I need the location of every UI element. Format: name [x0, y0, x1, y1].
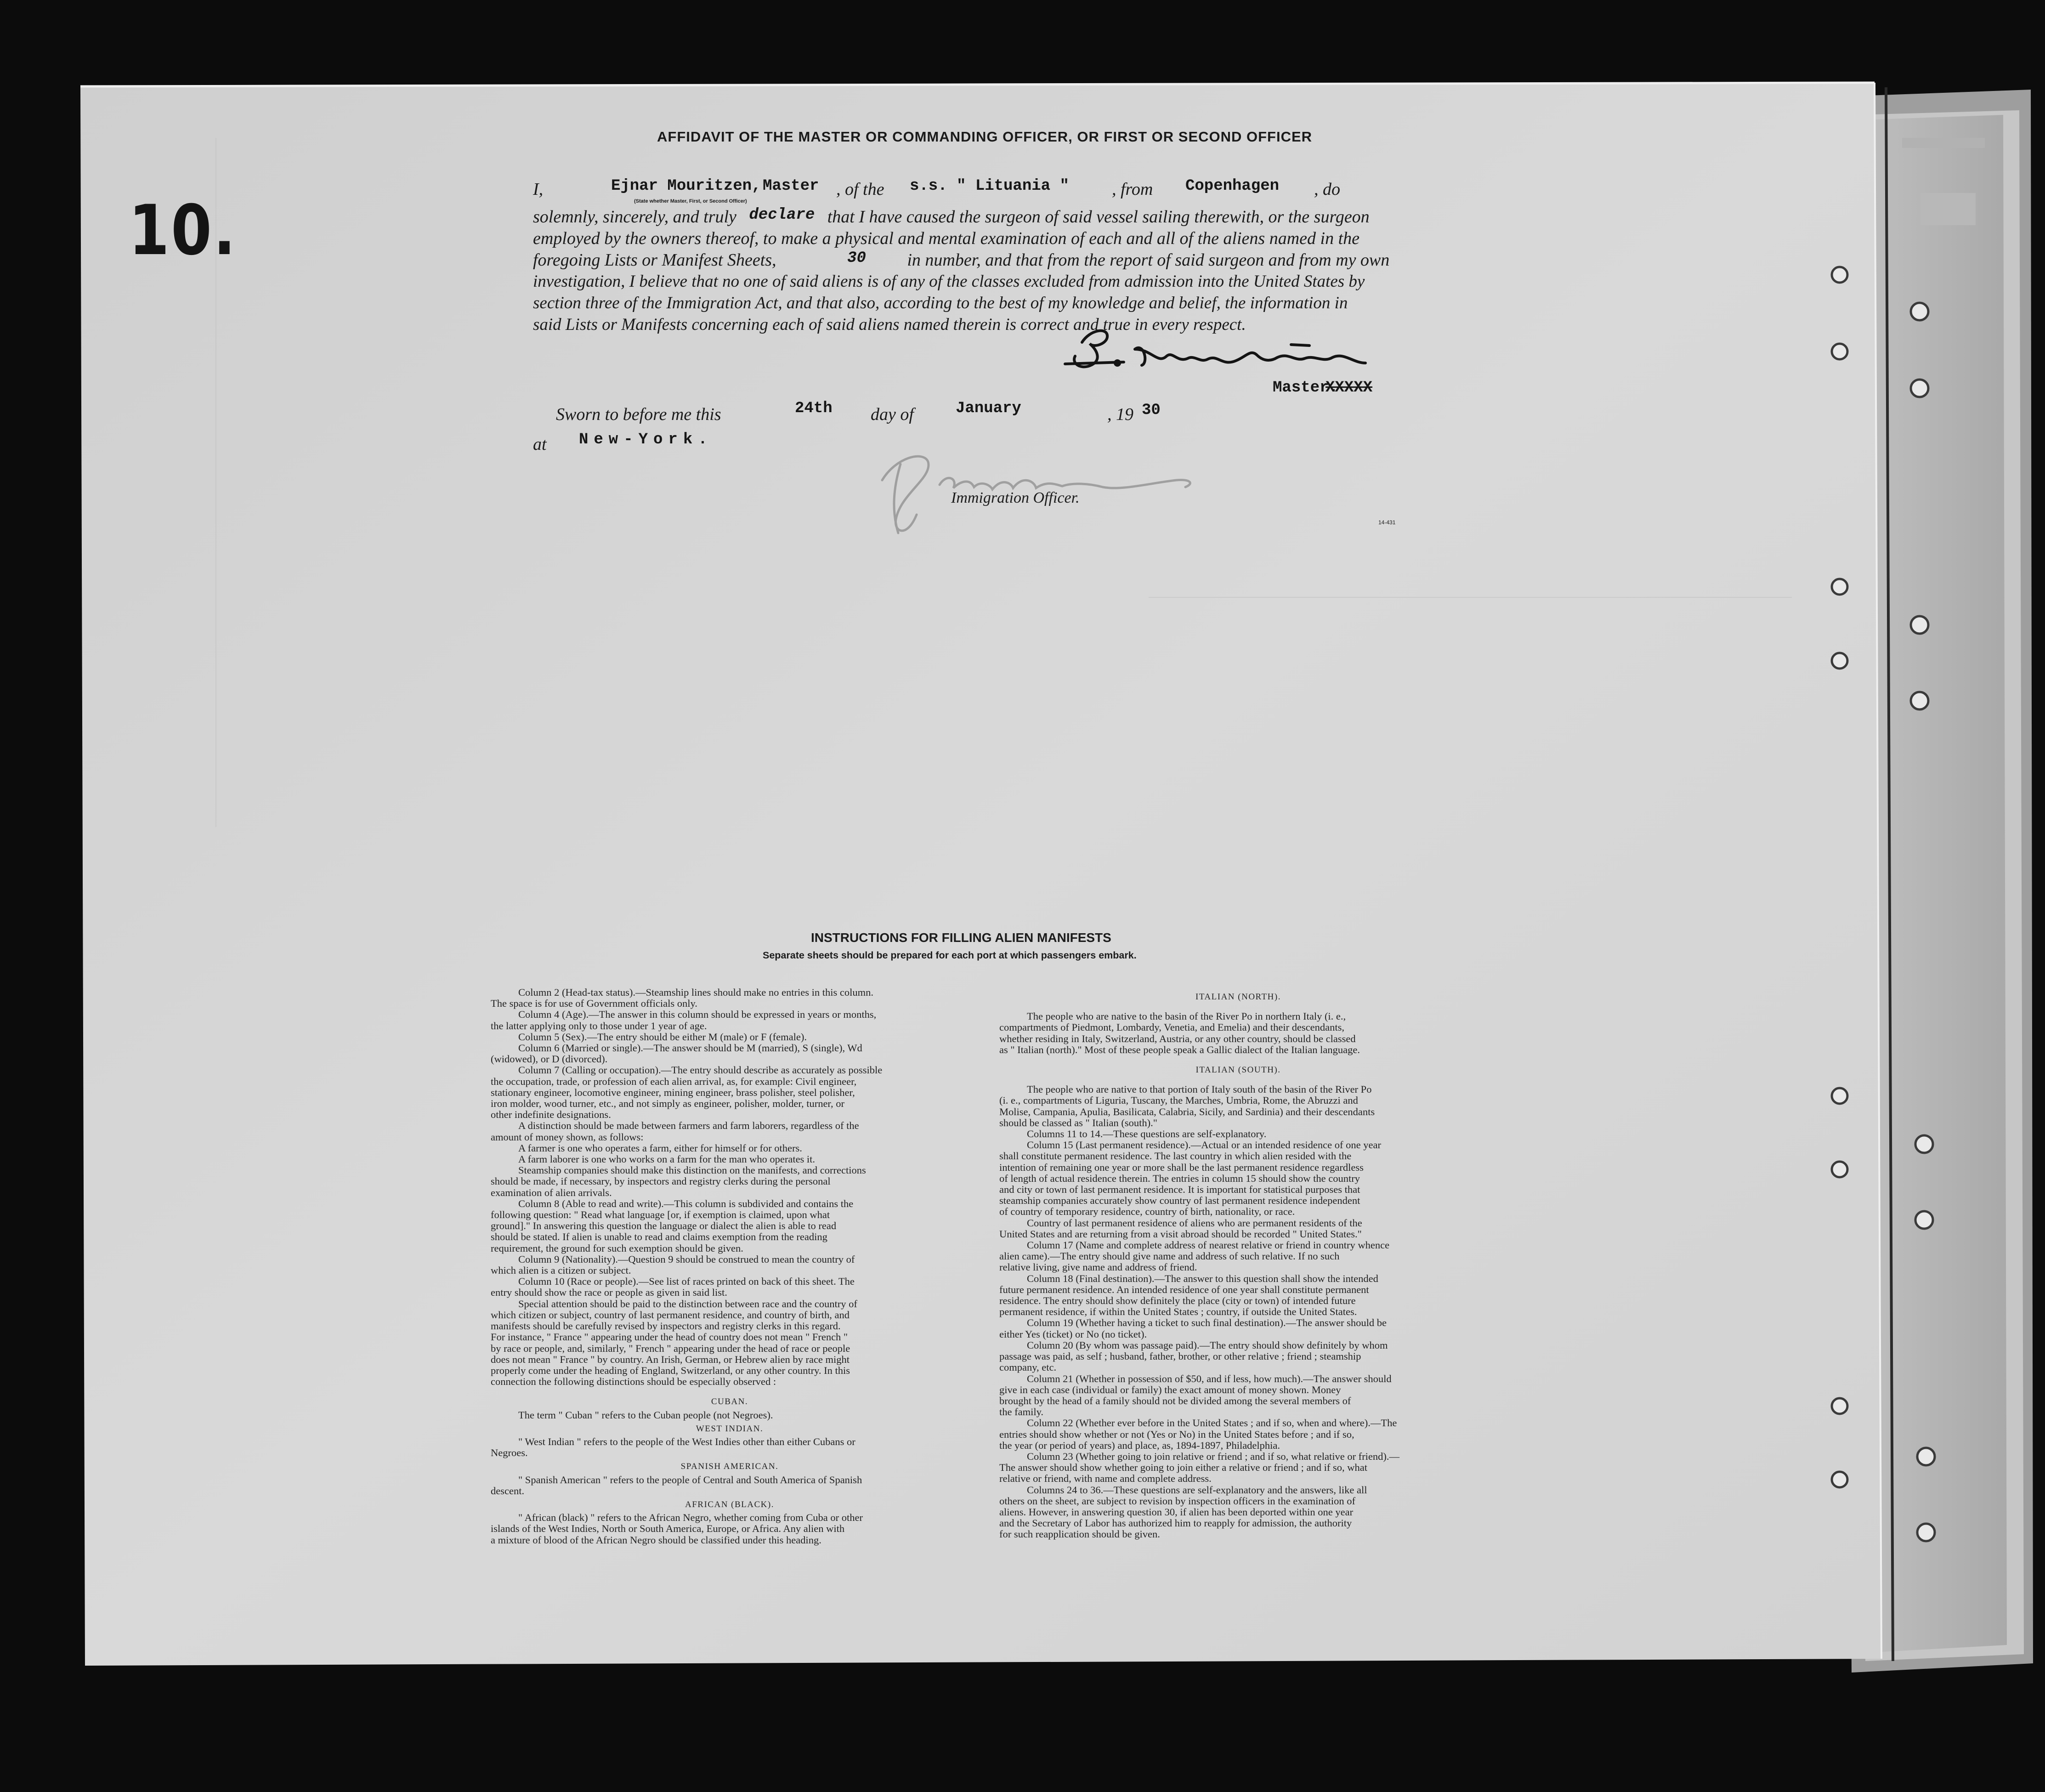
instruction-line: Column 9 (Nationality).—Question 9 should be construed to mean the country of: [518, 1253, 855, 1265]
instruction-line: either Yes (ticket) or No (no ticket).: [999, 1328, 1147, 1340]
instruction-line: (i. e., compartments of Liguria, Tuscany, the Marches, Umbria, Rome, the Abruzzi and: [999, 1094, 1358, 1106]
instruction-line: properly come under the heading of England, Switzerland, or any other country. In this: [491, 1364, 850, 1376]
instruction-line: the family.: [999, 1406, 1044, 1418]
sworn-day: 24th: [795, 400, 833, 417]
instruction-line: intention of remaining one year or more shall be the last permanent residence regardless: [999, 1161, 1364, 1173]
instruction-line: descent.: [491, 1485, 525, 1497]
instructions-right-column: [999, 989, 1477, 1540]
instruction-line: Column 5 (Sex).—The entry should be either M (male) or F (female).: [518, 1031, 807, 1043]
instruction-line: Column 19 (Whether having a ticket to such final destination).—The answer should be: [1027, 1317, 1387, 1329]
affidavit-line-5: investigation, I believe that no one of said aliens is of any of the classes excluded from admission into the United States by: [533, 272, 1365, 291]
sworn-month: January: [956, 400, 1021, 417]
affidavit-heading: AFFIDAVIT OF THE MASTER OR COMMANDING OFFICER, OR FIRST OR SECOND OFFICER: [657, 129, 1313, 145]
line4-start: foregoing Lists or Manifest Sheets,: [533, 250, 776, 270]
instruction-line: The people who are native to the basin of the River Po in northern Italy (i. e.,: [1027, 1010, 1346, 1022]
instruction-line: entry should show the race or people as given in said list.: [491, 1287, 727, 1299]
instruction-line: amount of money shown, as follows:: [491, 1131, 644, 1143]
year-suffix: 30: [1142, 402, 1161, 419]
instruction-line: " African (black) " refers to the African Negro, whether coming from Cuba or other: [518, 1512, 863, 1524]
instruction-line: requirement, the ground for such exemption should be given.: [491, 1242, 743, 1254]
instruction-line: does not mean " France " by country. An Irish, German, or Hebrew alien by race might: [491, 1353, 850, 1365]
instruction-line: as " Italian (north)." Most of these people speak a Gallic dialect of the Italian language.: [999, 1043, 1360, 1055]
instruction-line: Special attention should be paid to the distinction between race and the country of: [518, 1298, 857, 1310]
line2-start: solemnly, sincerely, and truly: [533, 207, 736, 227]
instruction-line: whether residing in Italy, Switzerland, Austria, or any other country, should be classed: [999, 1032, 1356, 1044]
instruction-line: other indefinite designations.: [491, 1109, 611, 1121]
page-number: 10.: [129, 191, 238, 271]
instruction-line: " West Indian " refers to the people of the West Indies other than either Cubans or: [518, 1435, 855, 1447]
i-label: I,: [533, 180, 544, 199]
instruction-line: Column 23 (Whether going to join relative or friend ; and if so, what relative or friend).—: [1027, 1450, 1400, 1462]
day-of-label: day of: [871, 405, 914, 424]
instruction-line: Steamship companies should make this distinction on the manifests, and corrections: [518, 1164, 866, 1176]
instruction-line: Column 7 (Calling or occupation).—The entry should describe as accurately as possible: [518, 1064, 883, 1076]
italian-south-heading: ITALIAN (SOUTH).: [1195, 1065, 1281, 1075]
instruction-line: Molise, Campania, Apulia, Basilicata, Calabria, Sicily, and Sardinia) and their descendants: [999, 1106, 1375, 1117]
instruction-line: should be classed as " Italian (south).": [999, 1117, 1157, 1129]
instruction-line: aliens. However, in answering question 30, if alien has been deported within one year: [999, 1506, 1354, 1518]
instruction-line: United States and are returning from a visit abroad should be recorded " United States.": [999, 1228, 1362, 1240]
sheet-count: 30: [847, 250, 866, 267]
instruction-line: the latter applying only to those under 1 year of age.: [491, 1020, 707, 1032]
affidavit-line-2: [533, 207, 1370, 227]
instruction-line: islands of the West Indies, North or South America, Europe, or Africa. Any alien with: [491, 1523, 845, 1535]
vessel-name: s.s. " Lituania ": [910, 177, 1069, 195]
instruction-line: which alien is a citizen or subject.: [491, 1265, 631, 1276]
affidavit-line-3: employed by the owners thereof, to make a physical and mental examination of each and all of the aliens named in the: [533, 229, 1360, 248]
instruction-line: residence. The entry should show definitely the place (city or town) of intended future: [999, 1295, 1356, 1307]
declare-word: declare: [749, 206, 815, 224]
officer-label: Immigration Officer.: [951, 489, 1080, 506]
instruction-line: Negroes.: [491, 1447, 528, 1459]
instruction-line: steamship companies accurately show country of last permanent residence independent: [999, 1195, 1360, 1207]
do-label: , do: [1314, 180, 1340, 199]
line4-end: in number, and that from the report of said surgeon and from my own: [907, 250, 1390, 270]
instructions-subtitle: Separate sheets should be prepared for each port at which passengers embark.: [763, 950, 1137, 961]
year-prefix: , 19: [1107, 405, 1133, 424]
italian-north-lines: [999, 1011, 1477, 1055]
of-the-label: , of the: [836, 180, 884, 199]
instruction-line: Column 2 (Head-tax status).—Steamship lines should make no entries in this column.: [518, 987, 874, 998]
west-indian-heading: WEST INDIAN.: [696, 1423, 764, 1434]
west-indian-lines: [491, 1436, 969, 1458]
instruction-line: The space is for use of Government officials only.: [491, 998, 697, 1009]
officer-rank: Master: [763, 177, 819, 195]
instruction-line: and the Secretary of Labor has authorized him to reapply for admission, the authority: [999, 1517, 1352, 1529]
instruction-line: alien came).—The entry should give name and address of such relative. If no such: [999, 1250, 1340, 1262]
signed-title: Master.: [1273, 379, 1338, 397]
instruction-line: and city or town of last permanent residence. It is important for statistical purposes that: [999, 1184, 1360, 1196]
instruction-line: should be made, if necessary, by inspectors and registry clerks during the personal: [491, 1175, 831, 1187]
instruction-line: A farm laborer is one who works on a farm for the man who operates it.: [518, 1153, 816, 1165]
instruction-line: manifests should be carefully revised by inspectors and registry clerks in this regard.: [491, 1320, 841, 1332]
instruction-line: the occupation, trade, or profession of each alien arrival, as, for example: Civil engineer,: [491, 1075, 857, 1087]
instructions-title: INSTRUCTIONS FOR FILLING ALIEN MANIFESTS: [811, 930, 1111, 945]
sworn-label: Sworn to before me this: [556, 405, 721, 424]
instruction-line: " Spanish American " refers to the people of Central and South America of Spanish: [518, 1474, 862, 1486]
african-lines: [491, 1512, 969, 1546]
instruction-line: Columns 11 to 14.—These questions are self-explanatory.: [1027, 1128, 1267, 1140]
instruction-line: Column 21 (Whether in possession of $50, and if less, how much).—The answer should: [1027, 1372, 1392, 1384]
instruction-line: future permanent residence. An intended residence of one year shall constitute permanent: [999, 1283, 1369, 1295]
instruction-line: compartments of Piedmont, Lombardy, Venetia, and Emelia) and their descendants,: [999, 1021, 1345, 1033]
instruction-line: a mixture of blood of the African Negro should be classified under this heading.: [491, 1534, 821, 1546]
instruction-line: Column 8 (Able to read and write).—This column is subdivided and contains the: [518, 1197, 854, 1209]
instruction-line: shall constitute permanent residence. The last country in which alien resided with the: [999, 1150, 1352, 1162]
right-column-lines: [999, 1129, 1477, 1540]
instruction-line: Column 17 (Name and complete address of nearest relative or friend in country whence: [1027, 1239, 1390, 1251]
instructions-left-column: [491, 987, 969, 1546]
instruction-line: Column 15 (Last permanent residence).—Actual or an intended residence of one year: [1027, 1139, 1381, 1151]
rank-note: (State whether Master, First, or Second Officer): [634, 198, 747, 204]
instruction-line: Column 20 (By whom was passage paid).—The entry should show definitely by whom: [1027, 1339, 1388, 1351]
instruction-line: of country of temporary residence, country of birth, nationality, or race.: [999, 1206, 1295, 1218]
instruction-line: by race or people, and, similarly, " French " appearing under the head of race or people: [491, 1342, 850, 1354]
instruction-line: the year (or period of years) and place, as, 1894-1897, Philadelphia.: [999, 1439, 1280, 1451]
sworn-place: New-York.: [579, 431, 713, 448]
left-column-lines: [491, 987, 969, 1387]
instruction-line: following question: " Read what language [or, if exemption is claimed, upon what: [491, 1209, 830, 1221]
cuban-line: The term " Cuban " refers to the Cuban people (not Negroes).: [518, 1409, 773, 1421]
affidavit-line-4: [533, 250, 1389, 271]
from-label: , from: [1112, 180, 1153, 199]
instruction-line: others on the sheet, are subject to revision by inspection officers in the examination of: [999, 1495, 1355, 1507]
instruction-line: Column 10 (Race or people).—See list of races printed on back of this sheet. The: [518, 1276, 855, 1287]
struck-title: XXXXX: [1326, 379, 1373, 397]
form-number: 14-431: [1378, 519, 1396, 526]
instruction-line: passage was paid, as self ; husband, father, brother, or other relative ; friend ; steamship: [999, 1350, 1361, 1362]
instruction-line: permanent residence, if within the United States ; country, if outside the United States.: [999, 1306, 1357, 1318]
line2-end: that I have caused the surgeon of said vessel sailing therewith, or the surgeon: [827, 207, 1370, 227]
spanish-american-heading: SPANISH AMERICAN.: [680, 1462, 779, 1472]
instruction-line: company, etc.: [999, 1361, 1057, 1373]
instruction-line: ground]." In answering this question the language or dialect the alien is able to read: [491, 1220, 837, 1232]
instruction-line: A farmer is one who operates a farm, either for himself or for others.: [518, 1142, 802, 1154]
italian-north-heading: ITALIAN (NORTH).: [1195, 992, 1281, 1002]
instruction-line: give in each case (individual or family) the exact amount of money shown. Money: [999, 1384, 1341, 1395]
instruction-line: examination of alien arrivals.: [491, 1186, 612, 1198]
affidavit-line-6: section three of the Immigration Act, and that also, according to the best of my knowledge and belief, the information in: [533, 294, 1348, 312]
instruction-line: brought by the head of a family should not be divided among the several members of: [999, 1395, 1351, 1406]
port-of-departure: Copenhagen: [1185, 177, 1280, 195]
instruction-line: of length of actual residence therein. The entries in column 15 should show the country: [999, 1172, 1360, 1184]
instruction-line: iron molder, wood turner, etc., and not simply as engineer, polisher, molder, turner, or: [491, 1098, 845, 1110]
african-heading: AFRICAN (BLACK).: [685, 1499, 774, 1509]
cuban-heading: CUBAN.: [711, 1397, 748, 1407]
instruction-line: for such reapplication should be given.: [999, 1528, 1160, 1540]
at-label: at: [533, 435, 547, 454]
instruction-line: Column 22 (Whether ever before in the United States ; and if so, when and where).—The: [1027, 1417, 1397, 1429]
instruction-line: For instance, " France " appearing under the head of country does not mean " French ": [491, 1331, 848, 1343]
instruction-line: should be stated. If alien is unable to read and claims exemption from the reading: [491, 1231, 827, 1243]
instruction-line: (widowed), or D (divorced).: [491, 1053, 608, 1065]
officer-name: Ejnar Mouritzen,: [611, 177, 761, 195]
instruction-line: relative or friend, with name and complete address.: [999, 1473, 1212, 1485]
instruction-line: The answer should show whether going to join either a relative or friend ; and if so, what: [999, 1462, 1368, 1474]
spanish-american-lines: [491, 1474, 969, 1497]
instruction-line: Country of last permanent residence of aliens who are permanent residents of the: [1027, 1217, 1362, 1229]
instruction-line: stationary engineer, locomotive engineer, mining engineer, brass polisher, steel polisher,: [491, 1086, 855, 1098]
instruction-line: Column 18 (Final destination).—The answer to this question shall show the intended: [1027, 1272, 1378, 1284]
italian-south-lines: [999, 1084, 1477, 1129]
instruction-line: Column 4 (Age).—The answer in this column should be expressed in years or months,: [518, 1009, 877, 1021]
instruction-line: relative living, give name and address of friend.: [999, 1261, 1197, 1273]
instruction-line: connection the following distinctions should be especially observed :: [491, 1376, 776, 1388]
instruction-line: A distinction should be made between farmers and farm laborers, regardless of the: [518, 1120, 859, 1132]
instruction-line: which citizen or subject, country of last permanent residence, and country of birth, and: [491, 1309, 850, 1321]
instruction-line: entries should show whether or not (Yes or No) in the United States before ; and if so,: [999, 1428, 1354, 1440]
affidavit-line-7: said Lists or Manifests concerning each of said aliens named therein is correct and true in every respect.: [533, 315, 1246, 334]
instruction-line: The people who are native to that portion of Italy south of the basin of the River Po: [1027, 1083, 1372, 1095]
instruction-line: Column 6 (Married or single).—The answer should be M (married), S (single), Wd: [518, 1042, 862, 1054]
instruction-line: Columns 24 to 36.—These questions are self-explanatory and the answers, like all: [1027, 1484, 1367, 1496]
